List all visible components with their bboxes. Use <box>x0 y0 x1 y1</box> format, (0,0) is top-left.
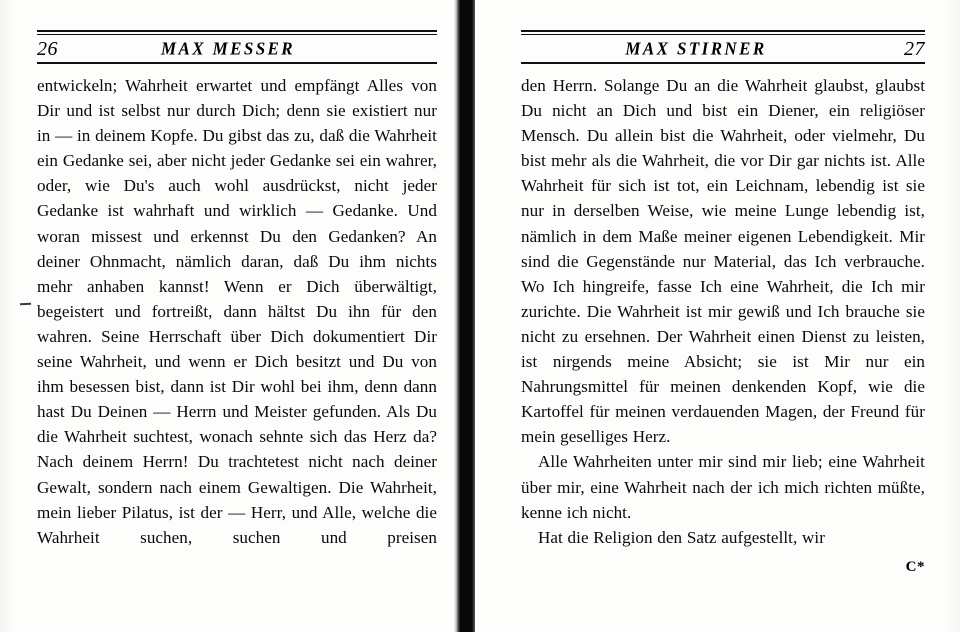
running-head-title-left: MAX MESSER <box>160 38 296 59</box>
right-page-body <box>521 73 925 550</box>
page-edge-shadow-right <box>946 0 960 632</box>
left-page-body <box>37 73 437 575</box>
folio-number-right: 27 <box>904 38 925 60</box>
left-page <box>0 0 457 632</box>
signature-mark: C* <box>905 558 925 575</box>
page-edge-shadow-left <box>0 0 14 632</box>
margin-tick-mark <box>20 303 31 306</box>
right-page <box>475 0 960 632</box>
book-gutter-spine <box>457 0 475 632</box>
paragraph: Alle Wahrheiten unter mir sind mir lieb; eine Wahrheit über mir, eine Wahrheit nach der ich mich richten müßte, kenne ich nicht. <box>521 452 925 522</box>
paragraph: entwickeln; Wahrheit erwartet und empfängt Alles von Dir und ist selbst nur durch Dich; denn sie existiert nur in — in deinem Kopfe. Du gibst das zu, daß die Wahrheit ein Gedanke sei, aber nicht jeder Gedanke sei ein wahrer, oder, wie Du's auch wohl ausdrückst, nicht jeder Gedanke ist wahrhaft und wirklich — Gedanke. Und woran missest und erkennst Du den Gedanken? An deiner Ohnmacht, nämlich daran, daß Du ihm nichts mehr anhaben kannst! Wenn er Dich überwältigt, begeistert und fortreißt, dann hältst Du ihn für den wahren. Seine Herrschaft über Dich dokumentiert Dir seine Wahrheit, und wenn er Dich besitzt und Du von ihm besessen bist, dann ist Dir wohl bei ihm, denn dann hast Du Deinen — Herrn und Meister gefunden. Als Du die Wahrheit suchtest, wonach sehnte sich das Herz da? Nach deinem Herrn! Du trachtetest nicht nach deiner Gewalt, sondern nach einem Gewaltigen. Die Wahrheit, mein lieber Pilatus, ist der — Herr, und Alle, welche die Wahrheit suchen, suchen und preisen <box>37 76 437 547</box>
running-head-title-right: MAX STIRNER <box>625 38 767 59</box>
paragraph: Hat die Religion den Satz aufgestellt, wir <box>538 527 825 547</box>
left-page-text-block <box>37 30 437 575</box>
paragraph: den Herrn. Solange Du an die Wahrheit glaubst, glaubst Du nicht an Dich und bist ein Diener, ein religiöser Mensch. Du allein bist die Wahrheit, oder vielmehr, Du bist mehr als die Wahrheit, die vor Dir gar nichts ist. Alle Wahrheit für sich ist tot, ein Leichnam, lebendig ist sie nur in derselben Weise, wie meine Lunge lebendig ist, nämlich in dem Maße meiner eigenen Lebendigkeit. Mir sind die Gegenstände nur Material, das Ich verbrauche. Wo Ich hingreife, fasse Ich eine Wahrheit, die Ich mir zurichte. Die Wahrheit ist mir gewiß und Ich brauche sie nicht zu ersehnen. Der Wahrheit einen Dienst zu leisten, ist nirgends meine Absicht; sie ist Mir nur ein Nahrungsmittel für meinen denkenden Kopf, wie die Kartoffel für meinen verdauenden Magen, der Freund für mein geselliges Herz. <box>521 76 925 447</box>
right-page-text-block <box>521 30 925 576</box>
folio-number-left: 26 <box>37 38 58 60</box>
running-head-right <box>521 35 925 62</box>
running-head-left <box>37 35 437 62</box>
